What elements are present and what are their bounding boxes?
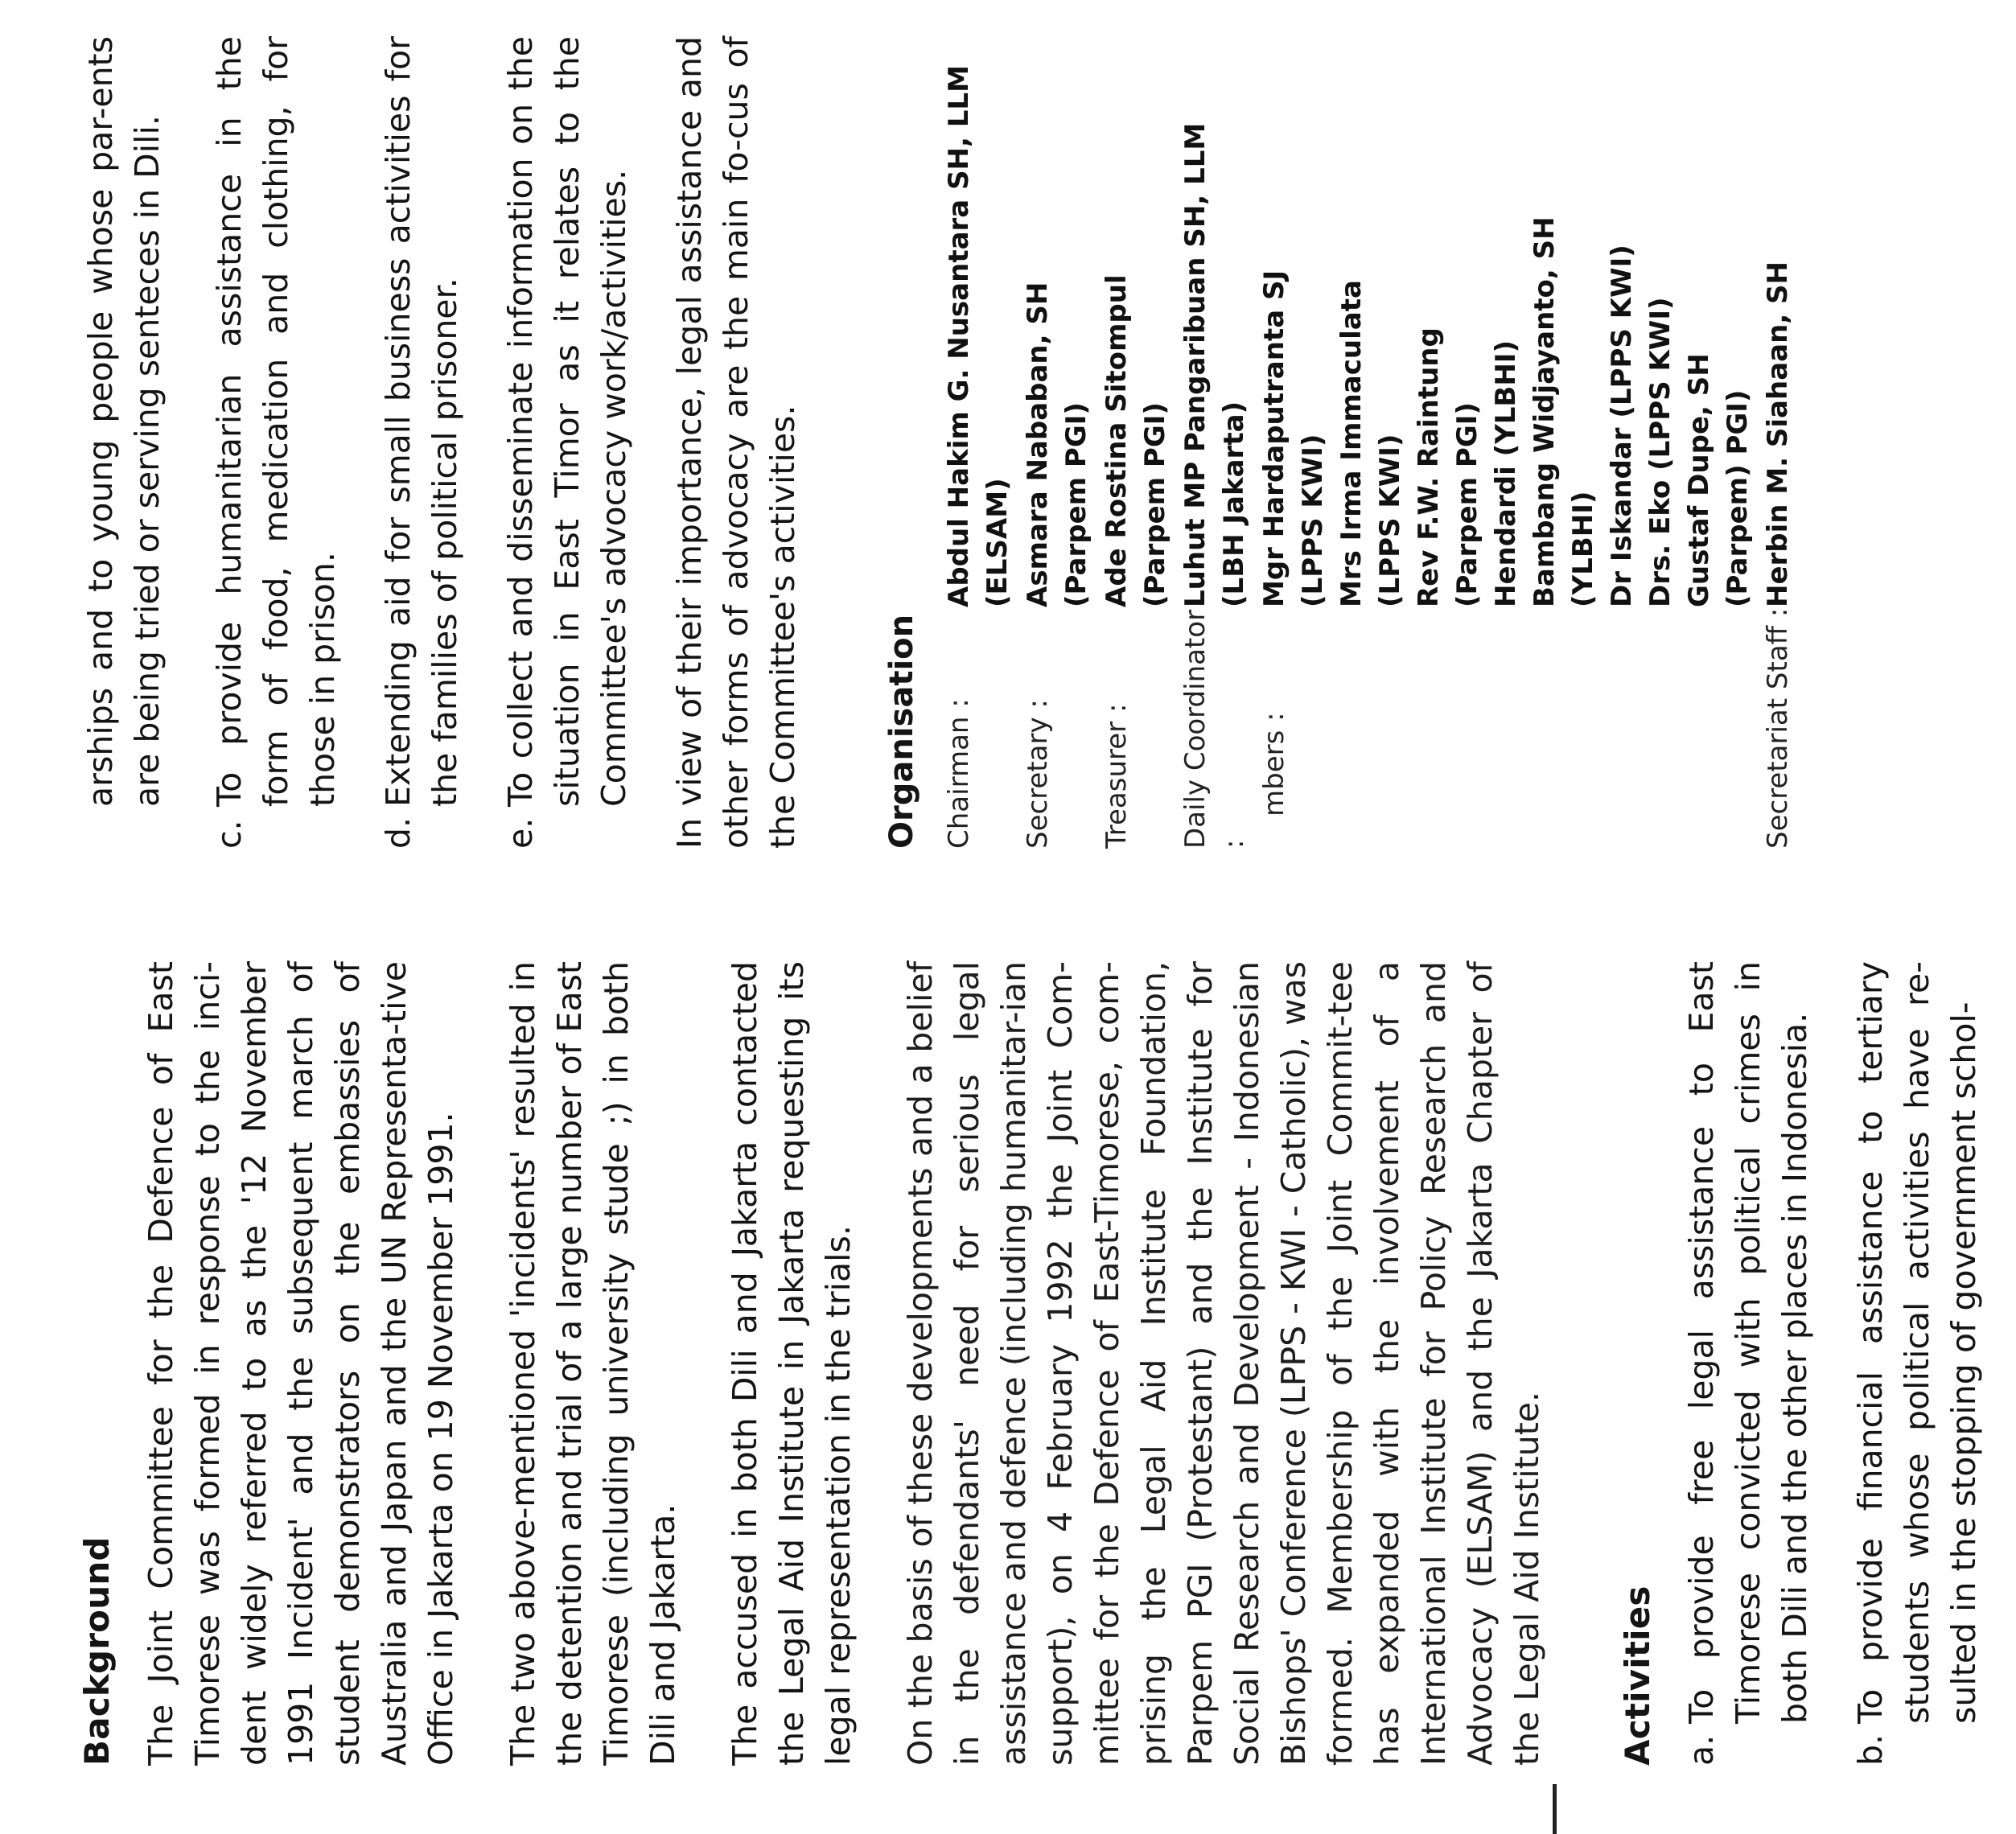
activity-letter: b. — [1851, 1733, 1890, 1766]
activity-item — [497, 36, 637, 849]
org-names — [1255, 36, 1757, 607]
left-column — [77, 961, 2016, 1766]
org-name: Asmara Nababan, SH — [1022, 282, 1054, 607]
activity-item — [1678, 961, 1818, 1766]
org-name: Mrs Irma Immaculata — [1335, 280, 1368, 607]
org-name: Gustaf Dupe, SH — [1683, 353, 1715, 607]
background-paragraph: On the basis of these developments and a belief in the defendants' need for serious legal assistance and defence (including humanitar-ian support), on 4 February 1992 the Joint Com-mittee for the Defence of East-Timorese, com-prising the Legal Aid Institute Foundation, Parpem PGI (Protestant) and the Institute for Social Research and Development - Indonesian Bishops' Conference (LPPS - KWI - Catholic), was formed. Membership of the Joint Commit-tee has expanded with the involvement of a International Institute for Policy Research and Advocacy (ELSAM) and the Jakarta Chapter of the Legal Aid Institute. — [901, 961, 1546, 1766]
org-row-treasurer — [1097, 36, 1175, 849]
org-name: (Parpem PGI) — [1139, 402, 1171, 607]
org-row-secretary — [1018, 36, 1096, 849]
activity-text: To collect and disseminate information on the situation in East Timor as it relates to the Committee's advocacy work/activities. — [501, 36, 633, 807]
org-names — [1759, 36, 1797, 607]
org-role: Secretary : — [1022, 699, 1054, 849]
org-name: Hendardi (YLBHI) — [1490, 340, 1522, 607]
background-paragraph: The Joint Committee for the Defence of East Timorese was formed in response to the inci-dent widely referred to as the '12 November 1991 Incident' and the subsequent march of student demonstrators on the embassies of Australia and Japan and the UN Representa-tive Office in Jakarta on 19 November 1991. — [142, 961, 460, 1766]
org-name: Ade Rostina Sitompul — [1101, 274, 1133, 607]
org-name: (Parpem PGI) — [1451, 402, 1483, 607]
org-names — [1176, 36, 1253, 607]
org-row-members — [1255, 36, 1757, 849]
activities-heading: Activities — [1618, 1585, 1657, 1766]
background-paragraph: The two above-mentioned 'incidents' resulted in the detention and trial of a large number of East Timorese (including university stude ;) in both Dili and Jakarta. — [504, 961, 682, 1766]
scan-artifact-rule — [1553, 1784, 1557, 1834]
organisation-list — [940, 36, 1797, 849]
org-row-chairman — [940, 36, 1017, 849]
org-name: (LPPS KWI) — [1297, 434, 1329, 607]
organisation-heading: Organisation — [883, 614, 920, 849]
org-name: (YLBHI) — [1567, 491, 1599, 607]
activity-letter: c. — [210, 820, 249, 849]
org-name: Dr Iskandar (LPPS KWI) — [1606, 245, 1638, 607]
org-name: (Parpem) PGI) — [1722, 389, 1754, 607]
activity-letter: d. — [379, 816, 418, 849]
activity-letter: e. — [501, 817, 540, 849]
activity-text: To provide free legal assistance to East Timorese convicted with political crimes in both Dili and the other places in Indonesia. — [1682, 961, 1814, 1724]
org-role: Secretariat Staff : — [1762, 607, 1794, 849]
org-row-daily-coordinator — [1176, 36, 1253, 849]
right-column — [77, 36, 1799, 849]
background-heading: Background — [77, 1536, 117, 1766]
activity-item — [1847, 961, 1987, 1766]
activity-continuation: arships and to young people whose par-ents are being tried or serving senteces in Dili. — [81, 36, 167, 807]
org-name: (LPPS KWI) — [1374, 434, 1406, 607]
org-names — [1097, 36, 1175, 607]
org-names — [940, 36, 1017, 607]
closing-paragraph: In view of their importance, legal assistance and other forms of advocacy are the main fo-cus of the Committee's activities. — [670, 36, 802, 849]
org-name: Mgr Hardaputranta SJ — [1258, 269, 1290, 607]
org-role: Treasurer : — [1101, 703, 1133, 849]
org-role: mbers : — [1258, 712, 1290, 816]
org-name: Rev F.W. Raintung — [1413, 327, 1445, 607]
org-name: Bambang Widjayanto, SH — [1528, 216, 1561, 607]
org-role: Chairman : — [943, 698, 975, 849]
org-name: Herbin M. Siahaan, SH — [1762, 261, 1794, 607]
org-name: Drs. Eko (LPPS KWI) — [1644, 297, 1677, 607]
org-names — [1018, 36, 1096, 607]
org-name: (Parpem PGI) — [1060, 402, 1092, 607]
org-role: Daily Coordinator : — [1179, 609, 1250, 849]
activity-text: Extending aid for small business activities for the families of political prisoner. — [379, 36, 464, 807]
org-row-secretariat-staff — [1759, 36, 1797, 849]
activity-text: To provide humanitarian assistance in the form of food, medication and clothing, for those in prison. — [210, 36, 342, 807]
activity-item — [206, 36, 346, 849]
activity-letter: a. — [1682, 1734, 1721, 1766]
org-name: (LBH Jakarta) — [1218, 401, 1250, 607]
org-name: (ELSAM) — [981, 478, 1014, 607]
background-paragraph: The accused in both Dili and Jakarta contacted the Legal Aid Institute in Jakarta requesting its legal representation in the trials. — [726, 961, 858, 1766]
activity-text: To provide financial assistance to tertiary students whose political activities have re-sulted in the stopping of government schol- — [1851, 961, 1983, 1724]
org-name: Abdul Hakim G. Nusantara SH, LLM — [943, 65, 975, 607]
org-name: Luhut MP Pangaribuan SH, LLM — [1179, 122, 1212, 607]
activity-item — [375, 36, 468, 849]
